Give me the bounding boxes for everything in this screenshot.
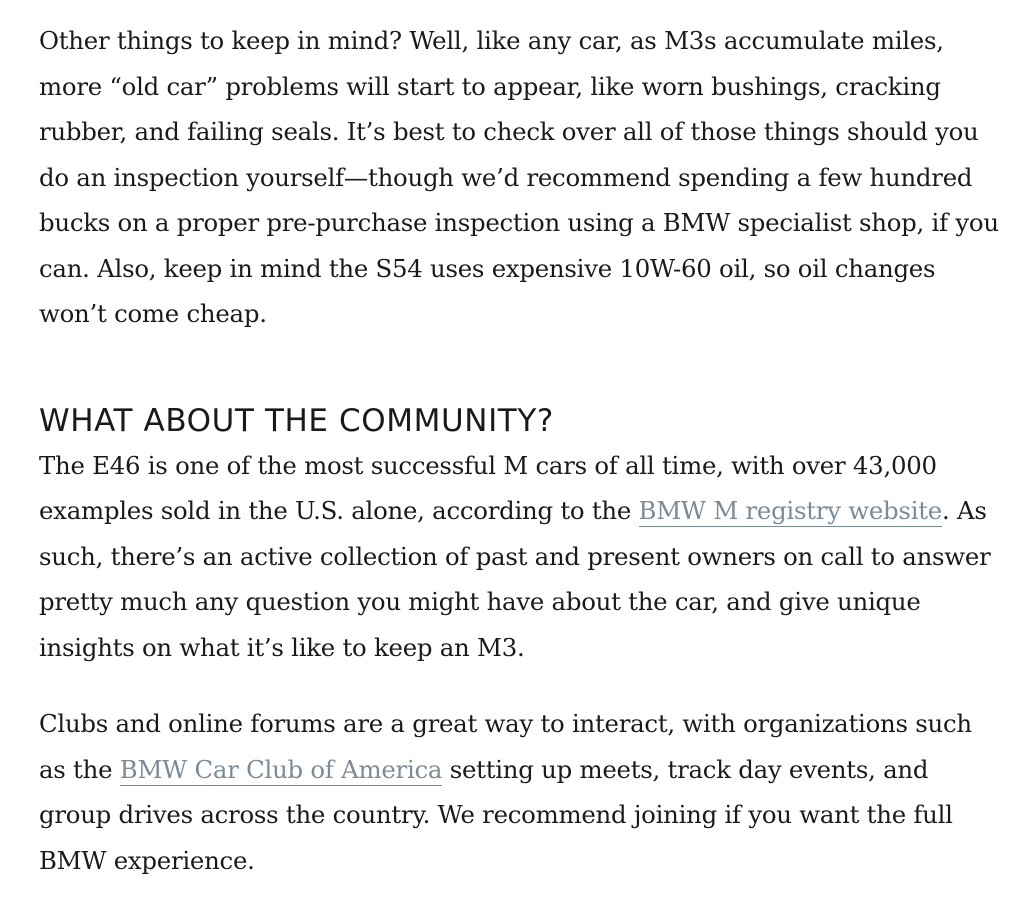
paragraph-clubs — [39, 701, 999, 883]
section-heading-community: WHAT ABOUT THE COMMUNITY? — [39, 402, 554, 439]
paragraph-clubs-text-end: setting up meets, track day events, and group drives across the country. We recommend joining if you want the full BMW experience. — [39, 754, 953, 875]
bmw-car-club-link[interactable]: BMW Car Club of America — [119, 754, 443, 784]
paragraph-community-text-start: The E46 is one of the most successful M cars of all time, with over 43,000 examples sold in the U.S. alone, according to the — [39, 450, 937, 525]
article-body — [39, 18, 999, 883]
paragraph-community — [39, 443, 999, 671]
paragraph-community-text-end: . As such, there’s an active collection of past and present owners on call to answer pretty much any question you might have about the car, and give unique insights on what it’s like to keep an M3. — [39, 496, 991, 662]
paragraph-clubs-text-start: Clubs and online forums are a great way to interact, with organizations such as the — [39, 709, 972, 784]
bmw-m-registry-link[interactable]: BMW M registry website — [638, 496, 942, 525]
paragraph-maintenance: Other things to keep in mind? Well, like any car, as M3s accumulate miles, more “old car” problems will start to appear, like worn bushings, cracking rubber, and failing seals. It’s best to check over all of those things should you do an inspection yourself—though we’d recommend spending a few hundred bucks on a proper pre-purchase inspection using a BMW specialist shop, if you can. Also, keep in mind the S54 uses expensive 10W-60 oil, so oil changes won’t come cheap. — [39, 26, 999, 328]
